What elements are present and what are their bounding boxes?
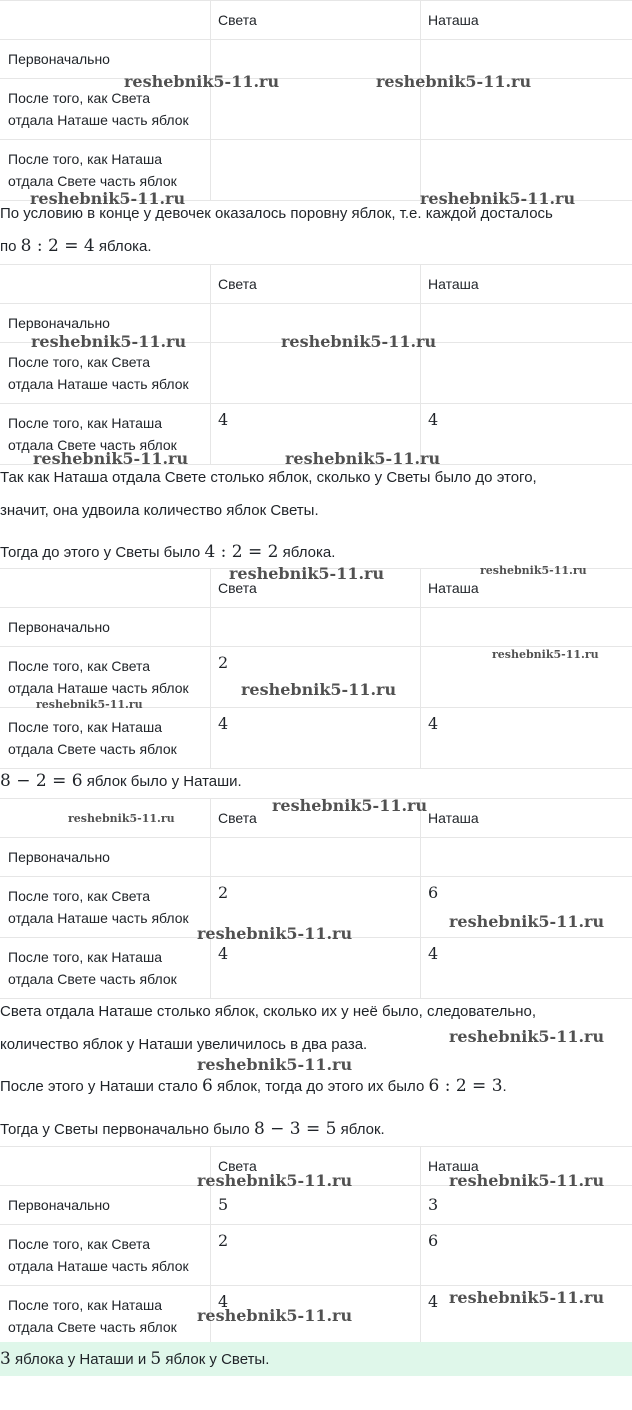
value-cell-natasha [420,877,632,937]
math-expression: 8 − 2 = 6 [0,771,83,791]
table-apples-1 [0,0,632,201]
table-row [0,938,632,999]
text-fragment: . [502,1078,507,1095]
row-label-cell [0,1186,211,1224]
row-label-line: После того, как Света [8,90,151,106]
row-label [0,1286,210,1338]
value-cell-sveta [210,877,421,937]
value-cell-sveta [210,608,421,646]
text-paragraph-4 [0,542,632,563]
text-fragment: яблок было у Наташи. [82,773,242,790]
row-label-line: Первоначально [8,1197,110,1213]
watermark-text: reshebnik5-11.ru [241,680,397,699]
math-expression: 6 : 2 = 3 [428,1076,503,1096]
row-label-cell [0,140,211,200]
value-cell-natasha [420,79,632,139]
math-expression: 5 [150,1349,162,1369]
row-label [0,40,210,70]
table-header-cell [0,1,211,39]
table-header-cell [420,1147,632,1185]
row-label-cell [0,404,211,464]
text-paragraph-8 [0,1076,632,1097]
cell-value: 4 [218,944,229,963]
row-label [0,140,210,192]
row-label-line: Первоначально [8,315,110,331]
table-header-row [0,799,632,838]
watermark-text: reshebnik5-11.ru [285,449,441,468]
value-cell-natasha [420,1225,632,1285]
row-label-cell [0,79,211,139]
cell-value [210,343,420,349]
cell-value: 4 [428,410,439,429]
row-label [0,608,210,638]
table-row [0,343,632,404]
value-cell-sveta [210,1186,421,1224]
table-row [0,79,632,140]
table-header-row [0,1147,632,1186]
text-fragment: яблока. [278,544,336,561]
watermark-text: reshebnik5-11.ru [33,449,189,468]
row-label-line: После того, как Наташа [8,1297,162,1313]
table-header-label: Света [218,276,257,292]
row-label-line: После того, как Наташа [8,719,162,735]
row-label-line: отдала Наташе часть яблок [8,112,189,128]
value-cell-natasha [420,1186,632,1224]
table-header-cell [420,799,632,837]
watermark-text: reshebnik5-11.ru [197,1055,353,1074]
cell-value: 4 [218,1292,229,1311]
value-cell-sveta [210,1225,421,1285]
watermark-text: reshebnik5-11.ru [449,1027,605,1046]
row-label-cell [0,708,211,768]
row-label [0,647,210,699]
row-label-cell [0,838,211,876]
row-label-line: отдала Свете часть яблок [8,971,177,987]
row-label [0,304,210,334]
table-row [0,404,632,465]
cell-value: 6 [428,883,439,902]
text-fragment: яблока. [94,238,152,255]
row-label-line: отдала Наташе часть яблок [8,680,189,696]
row-label [0,404,210,456]
table-header-row [0,265,632,304]
text-condition-line2 [0,236,632,257]
text-fragment: Тогда до этого у Светы было [0,544,205,561]
watermark-text: reshebnik5-11.ru [281,332,437,351]
cell-value [210,838,420,847]
watermark-text: reshebnik5-11.ru [449,1288,605,1307]
value-cell-natasha [420,40,632,78]
row-label-cell [0,304,211,342]
math-expression: 3 [0,1349,11,1369]
math-expression: 8 − 3 = 5 [253,1119,337,1139]
cell-value [210,608,420,617]
table-header-cell [0,1147,211,1185]
table-row [0,1225,632,1286]
cell-value [420,140,632,146]
table-header-label: Света [218,580,257,596]
table-header-cell [0,265,211,303]
table-header-cell [210,799,421,837]
value-cell-natasha [420,343,632,403]
table-header-cell [210,1,421,39]
watermark-text: reshebnik5-11.ru [420,189,576,208]
watermark-text: reshebnik5-11.ru [197,1171,353,1190]
table-header-label: Наташа [428,276,479,292]
table-header-label: Наташа [428,12,479,28]
watermark-text: reshebnik5-11.ru [124,72,280,91]
table-header-label: Наташа [428,1158,479,1174]
watermark-text: reshebnik5-11.ru [449,1171,605,1190]
table-row [0,1286,632,1347]
table-header-cell [420,265,632,303]
cell-value: 2 [218,653,229,672]
cell-value [210,140,420,146]
cell-value: 2 [218,1231,229,1250]
cell-value [210,304,420,313]
table-row [0,877,632,938]
value-cell-natasha [420,647,632,707]
cell-value [210,40,420,49]
watermark-text: reshebnik5-11.ru [229,564,385,583]
table-header-label: Света [218,810,257,826]
row-label [0,1225,210,1277]
row-label [0,1186,210,1216]
cell-value [420,40,632,49]
value-cell-natasha [420,708,632,768]
row-label [0,79,210,131]
text-fragment: яблока у Наташи и [10,1351,151,1368]
value-cell-sveta [210,1286,421,1346]
cell-value [210,79,420,85]
table-apples-2 [0,264,632,465]
watermark-text: reshebnik5-11.ru [272,796,428,815]
text-paragraph-3: значит, она удвоила количество яблок Светы. [0,502,319,519]
row-label-line: После того, как Наташа [8,415,162,431]
value-cell-sveta [210,140,421,200]
row-label-line: отдала Наташе часть яблок [8,376,189,392]
table-header-cell [420,569,632,607]
value-cell-sveta [210,647,421,707]
row-label [0,343,210,395]
watermark-text: reshebnik5-11.ru [376,72,532,91]
table-header-label: Света [218,1158,257,1174]
value-cell-sveta [210,404,421,464]
row-label-line: Первоначально [8,51,110,67]
row-label-line: Первоначально [8,849,110,865]
text-paragraph-6: Света отдала Наташе столько яблок, сколько их у неё было, следовательно, [0,1003,537,1020]
table-row [0,647,632,708]
text-paragraph-2: Так как Наташа отдала Свете столько яблок, сколько у Светы было до этого, [0,469,537,486]
watermark-text: reshebnik5-11.ru [68,812,175,825]
row-label [0,838,210,868]
cell-value [420,343,632,349]
table-header-label: Наташа [428,810,479,826]
value-cell-sveta [210,40,421,78]
table-header-row [0,569,632,608]
value-cell-sveta [210,938,421,998]
table-row [0,140,632,201]
table-row [0,304,632,343]
math-expression: 4 : 2 = 2 [204,542,279,562]
table-header-label: Наташа [428,580,479,596]
text-fragment: по [0,238,21,255]
cell-value [420,838,632,847]
row-label-line: отдала Свете часть яблок [8,173,177,189]
row-label [0,938,210,990]
text-condition-line1: По условию в конце у девочек оказалось поровну яблок, т.е. каждой досталось [0,205,553,222]
table-apples-4 [0,798,632,999]
answer-banner [0,1342,632,1376]
value-cell-natasha [420,140,632,200]
table-row [0,838,632,877]
table-row [0,40,632,79]
cell-value: 5 [218,1195,229,1214]
row-label-line: После того, как Наташа [8,151,162,167]
text-fragment: яблок у Светы. [161,1351,270,1368]
table-row [0,608,632,647]
watermark-text: reshebnik5-11.ru [30,189,186,208]
row-label-cell [0,608,211,646]
watermark-text: reshebnik5-11.ru [197,1306,353,1325]
row-label-line: После того, как Света [8,1236,151,1252]
row-label-cell [0,40,211,78]
cell-value: 2 [218,883,229,902]
value-cell-sveta [210,708,421,768]
table-header-row [0,1,632,40]
cell-value: 4 [218,714,229,733]
cell-value: 6 [428,1231,439,1250]
text-fragment: яблок. [336,1121,385,1138]
row-label-line: отдала Свете часть яблок [8,1319,177,1335]
cell-value: 4 [218,410,229,429]
table-header-cell [210,265,421,303]
math-expression: 8 : 2 = 4 [20,236,95,256]
text-paragraph-9 [0,1119,632,1140]
watermark-text: reshebnik5-11.ru [492,648,599,661]
value-cell-sveta [210,343,421,403]
row-label-line: отдала Свете часть яблок [8,741,177,757]
table-header-cell [420,1,632,39]
table-header-cell [0,569,211,607]
watermark-text: reshebnik5-11.ru [449,912,605,931]
row-label-line: После того, как Наташа [8,949,162,965]
math-expression: 6 [202,1076,213,1096]
cell-value [420,608,632,617]
table-header-cell [210,569,421,607]
cell-value: 3 [428,1195,439,1214]
value-cell-sveta [210,838,421,876]
row-label-line: Первоначально [8,619,110,635]
row-label-cell [0,1286,211,1346]
row-label-line: отдала Наташе часть яблок [8,1258,189,1274]
value-cell-natasha [420,304,632,342]
watermark-text: reshebnik5-11.ru [480,564,587,577]
row-label-line: После того, как Света [8,658,151,674]
row-label-line: отдала Наташе часть яблок [8,910,189,926]
value-cell-sveta [210,304,421,342]
table-header-cell [210,1147,421,1185]
row-label-cell [0,1225,211,1285]
watermark-text: reshebnik5-11.ru [197,924,353,943]
text-fragment: После этого у Наташи стало [0,1078,203,1095]
row-label-line: После того, как Света [8,888,151,904]
row-label [0,877,210,929]
text-fragment: Тогда у Светы первоначально было [0,1121,254,1138]
cell-value: 4 [428,714,439,733]
cell-value [420,304,632,313]
table-row [0,708,632,769]
text-paragraph-7: количество яблок у Наташи увеличилось в два раза. [0,1036,368,1053]
cell-value: 4 [428,944,439,963]
table-header-label: Света [218,12,257,28]
watermark-text: reshebnik5-11.ru [36,698,143,711]
value-cell-sveta [210,79,421,139]
row-label-cell [0,343,211,403]
value-cell-natasha [420,404,632,464]
watermark-text: reshebnik5-11.ru [31,332,187,351]
value-cell-natasha [420,938,632,998]
row-label-line: отдала Свете часть яблок [8,437,177,453]
cell-value [420,79,632,85]
table-apples-3 [0,568,632,769]
value-cell-natasha [420,838,632,876]
table-header-cell [0,799,211,837]
text-paragraph-5 [0,771,632,792]
cell-value [420,647,632,653]
cell-value: 4 [428,1292,439,1311]
row-label-cell [0,647,211,707]
text-fragment: яблок, тогда до этого их было [212,1078,429,1095]
row-label-cell [0,877,211,937]
table-apples-5 [0,1146,632,1347]
value-cell-natasha [420,1286,632,1346]
value-cell-natasha [420,608,632,646]
row-label-line: После того, как Света [8,354,151,370]
row-label [0,708,210,760]
row-label-cell [0,938,211,998]
table-row [0,1186,632,1225]
